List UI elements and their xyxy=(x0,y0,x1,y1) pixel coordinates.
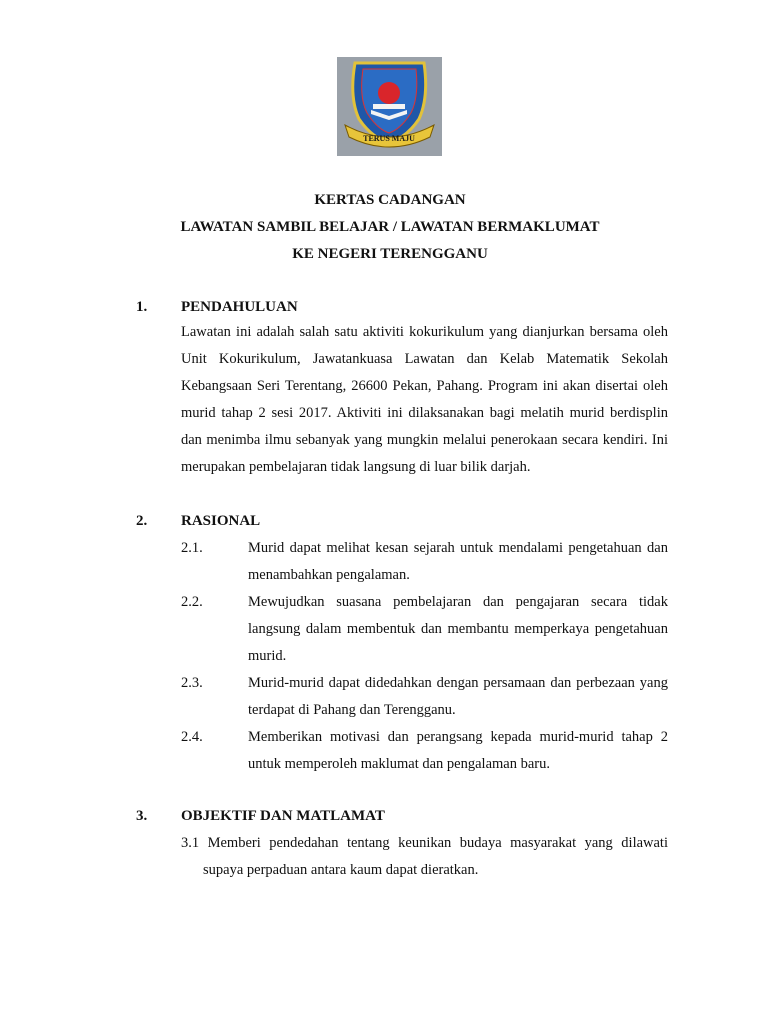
section-heading-objektif: OBJEKTIF DAN MATLAMAT xyxy=(181,808,385,824)
list-item-number: 2.3. xyxy=(181,675,203,691)
document-subtitle-destination: KE NEGERI TERENGGANU xyxy=(292,246,488,262)
objective-item xyxy=(181,830,668,884)
list-item-number: 2.4. xyxy=(181,729,203,745)
document-title: KERTAS CADANGAN xyxy=(314,192,466,208)
crest-motto: TERUS MAJU xyxy=(363,134,415,143)
section-number: 2. xyxy=(136,513,148,529)
list-item-text: Mewujudkan suasana pembelajaran dan pengajaran secara tidak langsung dalam membentuk dan membantu memperkaya pengetahuan murid. xyxy=(248,594,668,664)
section-number: 3. xyxy=(136,808,148,824)
section-heading-pendahuluan: PENDAHULUAN xyxy=(181,299,298,315)
section-heading-rasional: RASIONAL xyxy=(181,513,261,529)
document-subtitle: LAWATAN SAMBIL BELAJAR / LAWATAN BERMAKLUMAT xyxy=(180,219,600,235)
objective-text-continuation: supaya perpaduan antara kaum dapat dieratkan. xyxy=(203,862,479,878)
list-item-number: 2.2. xyxy=(181,594,203,610)
list-item-text: Memberikan motivasi dan perangsang kepada murid-murid tahap 2 untuk memperoleh maklumat dan pengalaman baru. xyxy=(248,729,668,772)
list-item-number: 2.1. xyxy=(181,540,203,556)
crest-emblem-icon xyxy=(337,57,442,156)
school-crest-logo xyxy=(337,57,442,156)
section-paragraph: Lawatan ini adalah salah satu aktiviti kokurikulum yang dianjurkan bersama oleh Unit Kokurikulum, Jawatankuasa Lawatan dan Kelab Matematik Sekolah Kebangsaan Seri Terentang, 26600 Pekan, Pahang. Program ini akan disertai oleh murid tahap 2 sesi 2017. Aktiviti ini dilaksanakan bagi melatih murid berdisplin dan menimba ilmu sebanyak yang mungkin melalui penerokaan secara kendiri. Ini merupakan pembelajaran tidak langsung di luar bilik darjah. xyxy=(181,324,668,475)
objective-text-line: 3.1 Memberi pendedahan tentang keunikan budaya masyarakat yang dilawati xyxy=(181,835,668,851)
section-number: 1. xyxy=(136,299,148,315)
list-item-text: Murid dapat melihat kesan sejarah untuk mendalami pengetahuan dan menambahkan pengalaman. xyxy=(248,540,668,583)
list-item-text: Murid-murid dapat didedahkan dengan persamaan dan perbezaan yang terdapat di Pahang dan Terengganu. xyxy=(248,675,668,718)
